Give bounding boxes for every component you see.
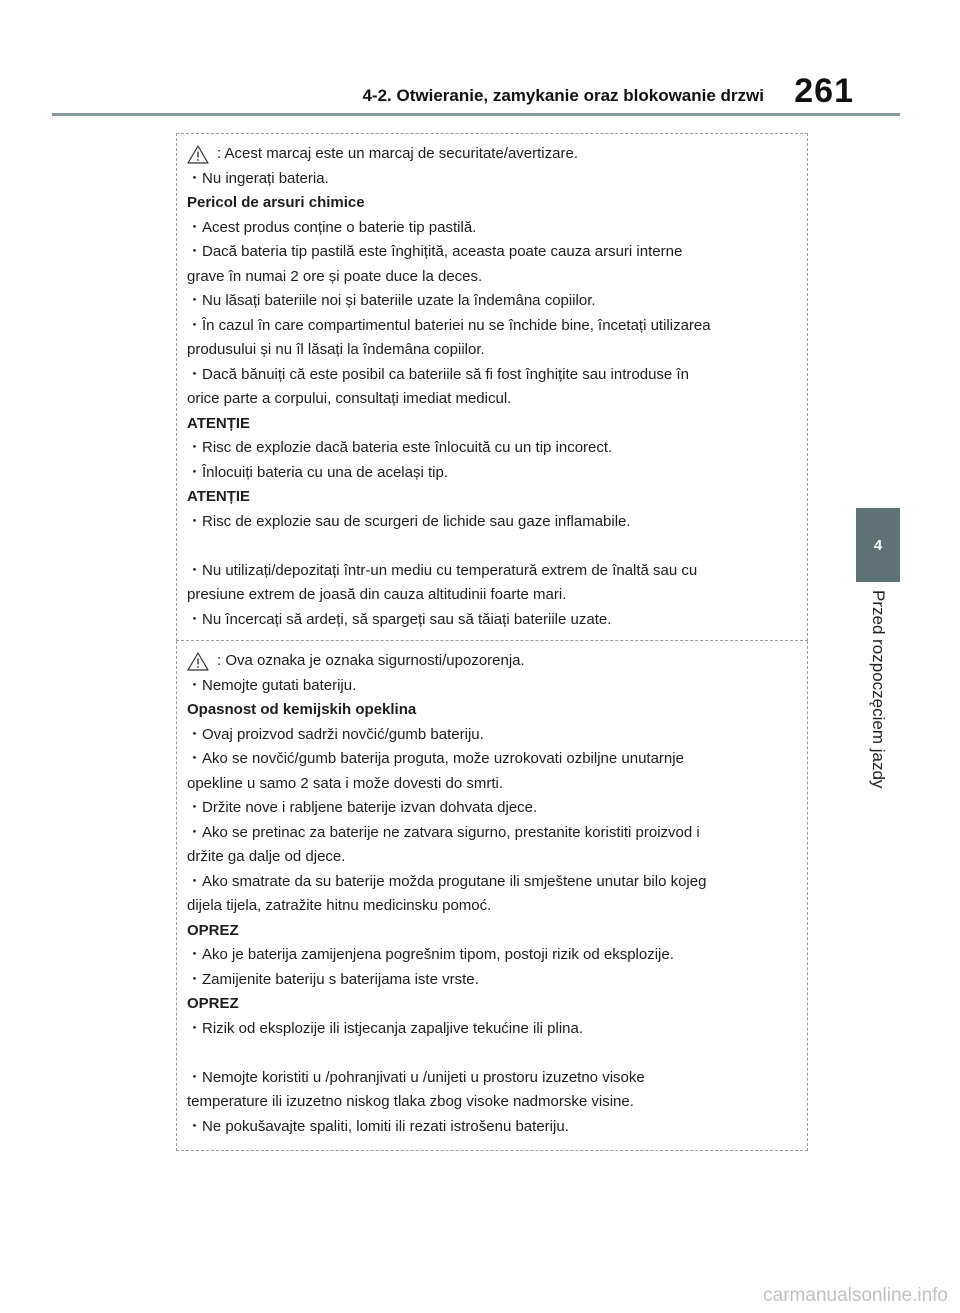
warning-line-romanian [187, 142, 799, 167]
text-line: ・Ako je baterija zamijenjena pogrešnim tipom, postoji rizik od eksplozije. [187, 946, 674, 963]
text-line: produsului și nu îl lăsați la îndemâna copiilor. [187, 341, 485, 358]
text-line: ・Înlocuiți bateria cu una de același tip. [187, 463, 448, 481]
text-line: ・Dacă bateria tip pastilă este înghițită, aceasta poate cauza arsuri interne [187, 243, 683, 260]
text-line: držite ga dalje od djece. [187, 848, 346, 865]
subheading: ATENȚIE [187, 414, 251, 432]
blank-line [187, 534, 799, 559]
subheading: OPREZ [187, 921, 239, 939]
text-line: temperature ili izuzetno niskog tlaka zbog visoke nadmorske visine. [187, 1093, 634, 1110]
text-line: ・Nu utilizați/depozitați într-un mediu cu temperatură extrem de înaltă sau cu [187, 561, 698, 579]
text-line: ・Nu încercați să ardeți, să spargeți sau să tăiați bateriile uzate. [187, 610, 612, 628]
blank-line [187, 1041, 799, 1066]
page-number: 261 [794, 72, 854, 110]
header-divider [52, 113, 900, 116]
text-line: presiune extrem de joasă din cauza altitudinii foarte mari. [187, 586, 567, 603]
text-line: ・Acest produs conține o baterie tip pastilă. [187, 218, 477, 236]
subheading: OPREZ [187, 995, 239, 1012]
watermark: carmanualsonline.info [763, 1285, 948, 1306]
text-line: ・În cazul în care compartimentul bateriei nu se închide bine, încetați utilizarea [187, 316, 711, 334]
section-title: 4-2. Otwieranie, zamykanie oraz blokowanie drzwi [362, 86, 764, 105]
chapter-label [858, 590, 898, 820]
warning-text: : Acest marcaj este un marcaj de securitate/avertizare. [217, 145, 578, 162]
text-line: ・Risc de explozie dacă bateria este înlocuită cu un tip incorect. [187, 439, 613, 456]
warning-box-romanian [176, 133, 808, 641]
text-line: ・Nu lăsați bateriile noi și bateriile uzate la îndemâna copiilor. [187, 292, 596, 309]
warning-text: : Ova oznaka je oznaka sigurnosti/upozorenja. [217, 652, 525, 669]
text-line: ・Risc de explozie sau de scurgeri de lichide sau gaze inflamabile. [187, 512, 631, 530]
text-line: orice parte a corpului, consultați imediat medicul. [187, 390, 512, 407]
text-line: ・Ako se pretinac za baterije ne zatvara sigurno, prestanite koristiti proizvod i [187, 823, 700, 841]
page-header [0, 70, 900, 114]
text-line: dijela tijela, zatražite hitnu medicinsku pomoć. [187, 897, 492, 914]
text-line: ・Zamijenite bateriju s baterijama iste vrste. [187, 970, 479, 988]
warning-triangle-icon [187, 145, 209, 164]
chapter-tab[interactable]: 4 [856, 508, 900, 582]
text-line: ・Nemojte koristiti u /pohranjivati u /unijeti u prostoru izuzetno visoke [187, 1068, 645, 1086]
text-line: ・Ako smatrate da su baterije možda progutane ili smještene unutar bilo kojeg [187, 872, 707, 890]
subheading: ATENȚIE [187, 488, 251, 505]
chapter-label-text: Przed rozpoczęciem jazdy [869, 590, 888, 789]
croatian-content [187, 649, 799, 1139]
text-line: opekline u samo 2 sata i može dovesti do smrti. [187, 774, 503, 792]
warning-triangle-icon [187, 652, 209, 671]
text-line: ・Držite nove i rabljene baterije izvan dohvata djece. [187, 799, 538, 816]
text-line: grave în numai 2 ore și poate duce la deces. [187, 267, 483, 285]
text-line: ・Nemojte gutati bateriju. [187, 676, 357, 694]
subheading: Pericol de arsuri chimice [187, 194, 365, 211]
subheading: Opasnost od kemijskih opeklina [187, 701, 417, 718]
warning-box-croatian [176, 641, 808, 1151]
text-line: ・Rizik od eksplozije ili istjecanja zapaljive tekućine ili plina. [187, 1019, 584, 1037]
text-line: ・Nu ingerați bateria. [187, 169, 329, 187]
text-line: ・Ne pokušavajte spaliti, lomiti ili rezati istrošenu bateriju. [187, 1117, 569, 1135]
romanian-content [187, 142, 799, 632]
text-line: ・Ovaj proizvod sadrži novčić/gumb bateriju. [187, 725, 484, 743]
text-line: ・Ako se novčić/gumb baterija proguta, može uzrokovati ozbiljne unutarnje [187, 750, 684, 767]
text-line: ・Dacă bănuiți că este posibil ca bateriile să fi fost înghițite sau introduse în [187, 365, 689, 383]
warning-line-croatian [187, 649, 799, 674]
